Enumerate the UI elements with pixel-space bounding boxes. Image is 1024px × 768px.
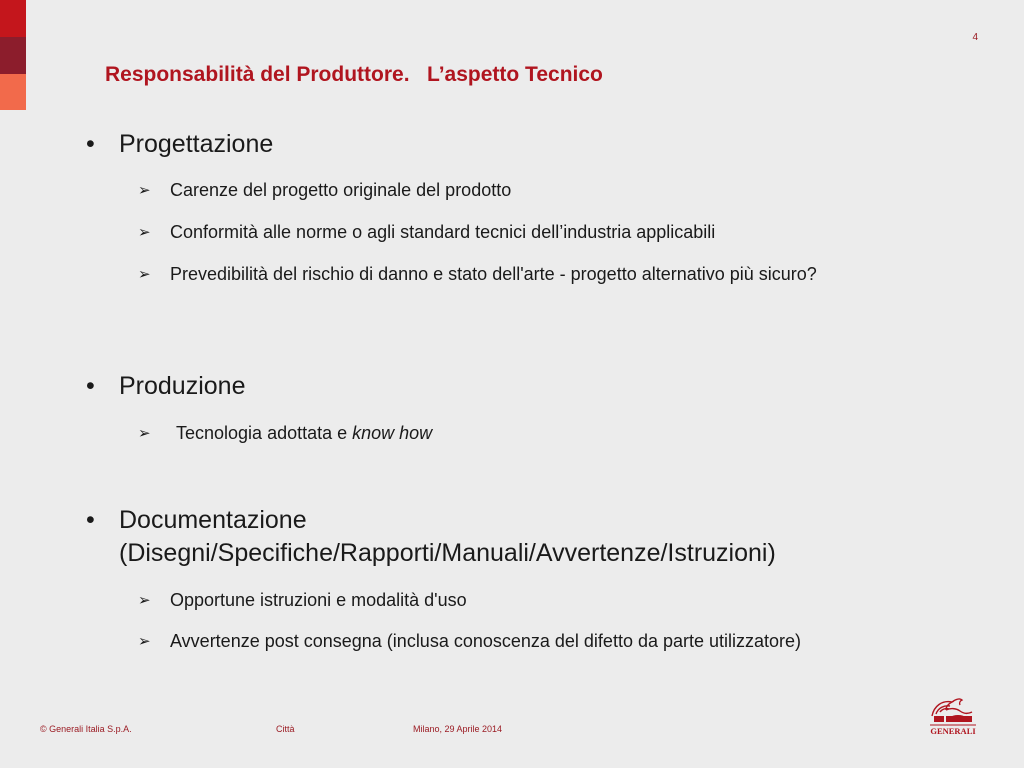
footer-date: Milano, 29 Aprile 2014: [413, 724, 503, 734]
arrow-bullet-icon: ➢: [138, 182, 151, 199]
sub-item-text: Opportune istruzioni e modalità d'uso: [170, 590, 467, 610]
sub-item-text: Carenze del progetto originale del prodotto: [170, 180, 512, 200]
accent-bar-red: [0, 0, 26, 37]
sub-item: [138, 219, 986, 246]
sub-item-text: [176, 420, 986, 447]
bullet-heading: Documentazione: [119, 506, 307, 534]
sub-item-text: Prevedibilità del rischio di danno e stato dell'arte - progetto alternativo più sicuro?: [170, 264, 817, 284]
bullet-dot-icon: •: [86, 506, 95, 534]
sub-item: [138, 587, 986, 614]
accent-bar-orange: [0, 74, 26, 110]
sub-item: [138, 177, 986, 204]
sub-item: [138, 420, 986, 447]
sub-item-prefix: Tecnologia adottata e: [176, 423, 353, 443]
footer-city: Città: [276, 724, 295, 734]
arrow-bullet-icon: ➢: [138, 425, 151, 442]
sub-item-emphasis: know how: [352, 423, 433, 443]
slide-title: Responsabilità del Produttore. L’aspetto Tecnico: [105, 63, 603, 86]
arrow-bullet-icon: ➢: [138, 592, 151, 609]
winged-lion-icon: [926, 694, 980, 736]
page-number: 4: [972, 32, 978, 43]
bullet-dot-icon: •: [86, 130, 95, 158]
sub-item-text: Conformità alle norme o agli standard tecnici dell’industria applicabili: [170, 222, 716, 242]
footer-copyright: © Generali Italia S.p.A.: [40, 724, 132, 734]
generali-logo: [926, 694, 980, 736]
arrow-bullet-icon: ➢: [138, 224, 151, 241]
bullet-heading: Produzione: [119, 372, 246, 400]
svg-text:GENERALI: GENERALI: [930, 726, 976, 736]
arrow-bullet-icon: ➢: [138, 633, 151, 650]
sub-item-text: Avvertenze post consegna (inclusa conoscenza del difetto da parte utilizzatore): [170, 631, 802, 651]
arrow-bullet-icon: ➢: [138, 266, 151, 283]
bullet-heading-continuation: (Disegni/Specifiche/Rapporti/Manuali/Avvertenze/Istruzioni): [119, 539, 776, 567]
bullet-dot-icon: •: [86, 372, 95, 400]
bullet-heading: Progettazione: [119, 130, 274, 158]
sub-item: [138, 628, 986, 655]
sub-item: [138, 261, 986, 288]
accent-bar-dark: [0, 37, 26, 74]
